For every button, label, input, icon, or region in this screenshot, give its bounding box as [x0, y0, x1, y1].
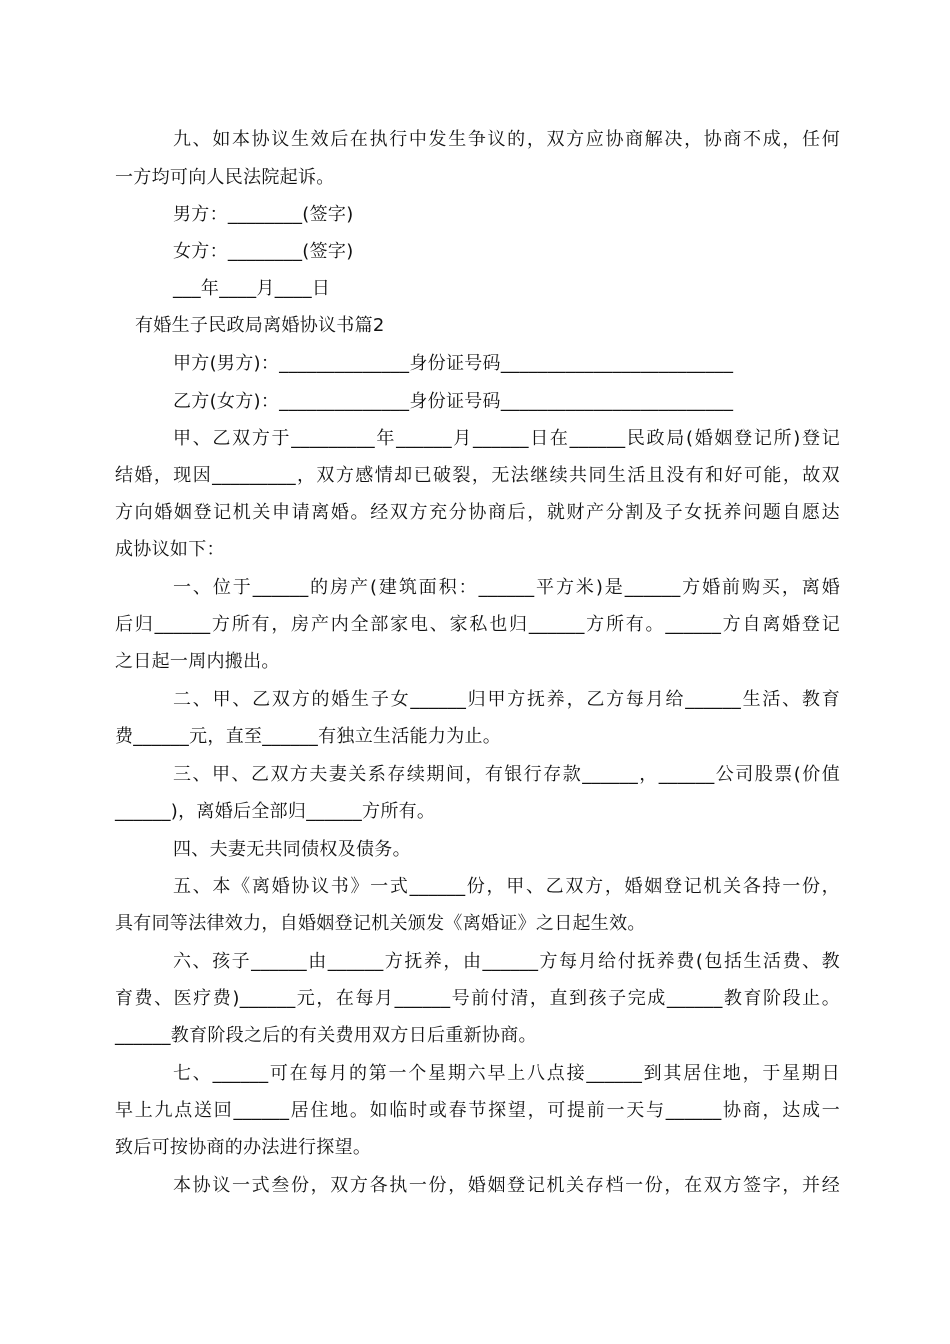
clause-9-line-2: 一方均可向人民法院起诉。 [115, 167, 335, 188]
intro-line-3: 方向婚姻登记机关申请离婚。经双方充分协商后，就财产分割及子女抚养问题自愿达 [115, 502, 840, 523]
clause-7-line-3: 致后可按协商的办法进行探望。 [115, 1137, 372, 1158]
clause-5-line-2: 具有同等法律效力，自婚姻登记机关颁发《离婚证》之日起生效。 [115, 913, 646, 934]
clause-3-line-1: 三、甲、乙双方夫妻关系存续期间，有银行存款______，______公司股票(价值 [173, 764, 840, 785]
section-heading: 有婚生子民政局离婚协议书篇2 [135, 315, 385, 336]
clause-6-line-1: 六、孩子______由______方抚养，由______方每月给付抚养费(包括生活费、教 [173, 951, 840, 972]
intro-line-2: 结婚，现因_________，双方感情却已破裂，无法继续共同生活且没有和好可能，故双 [115, 465, 840, 486]
clause-1-line-2: 后归______方所有，房产内全部家电、家私也归______方所有。______方自离婚登记 [115, 614, 840, 635]
closing-line-1: 本协议一式叁份，双方各执一份，婚姻登记机关存档一份，在双方签字，并经 [173, 1175, 840, 1196]
intro-line-4: 成协议如下： [115, 539, 225, 560]
party-a-line: 甲方(男方)：______________身份证号码_________________________ [173, 353, 734, 374]
date-line: ___年____月____日 [173, 278, 331, 299]
clause-2-line-1: 二、甲、乙双方的婚生子女______归甲方抚养，乙方每月给______生活、教育 [173, 689, 840, 710]
intro-line-1: 甲、乙双方于_________年______月______日在______民政局(婚姻登记所)登记 [173, 428, 840, 449]
female-signature-line: 女方：________(签字) [173, 241, 354, 262]
clause-7-line-1: 七、______可在每月的第一个星期六早上八点接______到其居住地，于星期日 [173, 1063, 840, 1084]
clause-7-line-2: 早上九点送回______居住地。如临时或春节探望，可提前一天与______协商，达成一 [115, 1100, 840, 1121]
clause-1-line-1: 一、位于______的房产(建筑面积：______平方米)是______方婚前购买，离婚 [173, 577, 840, 598]
clause-6-line-2: 育费、医疗费)______元，在每月______号前付清，直到孩子完成______教育阶段止。 [115, 988, 840, 1009]
clause-9-line-1: 九、如本协议生效后在执行中发生争议的，双方应协商解决，协商不成，任何 [173, 129, 840, 150]
clause-3-line-2: ______)，离婚后全部归______方所有。 [115, 801, 436, 822]
clause-6-line-3: ______教育阶段之后的有关费用双方日后重新协商。 [115, 1025, 537, 1046]
clause-1-line-3: 之日起一周内搬出。 [115, 651, 280, 672]
clause-5-line-1: 五、本《离婚协议书》一式______份，甲、乙双方，婚姻登记机关各持一份， [173, 876, 840, 897]
male-signature-line: 男方：________(签字) [173, 204, 354, 225]
clause-4-line: 四、夫妻无共同债权及债务。 [173, 839, 411, 860]
clause-2-line-2: 费______元，直至______有独立生活能力为止。 [115, 726, 502, 747]
party-b-line: 乙方(女方)：______________身份证号码_________________________ [173, 391, 734, 412]
